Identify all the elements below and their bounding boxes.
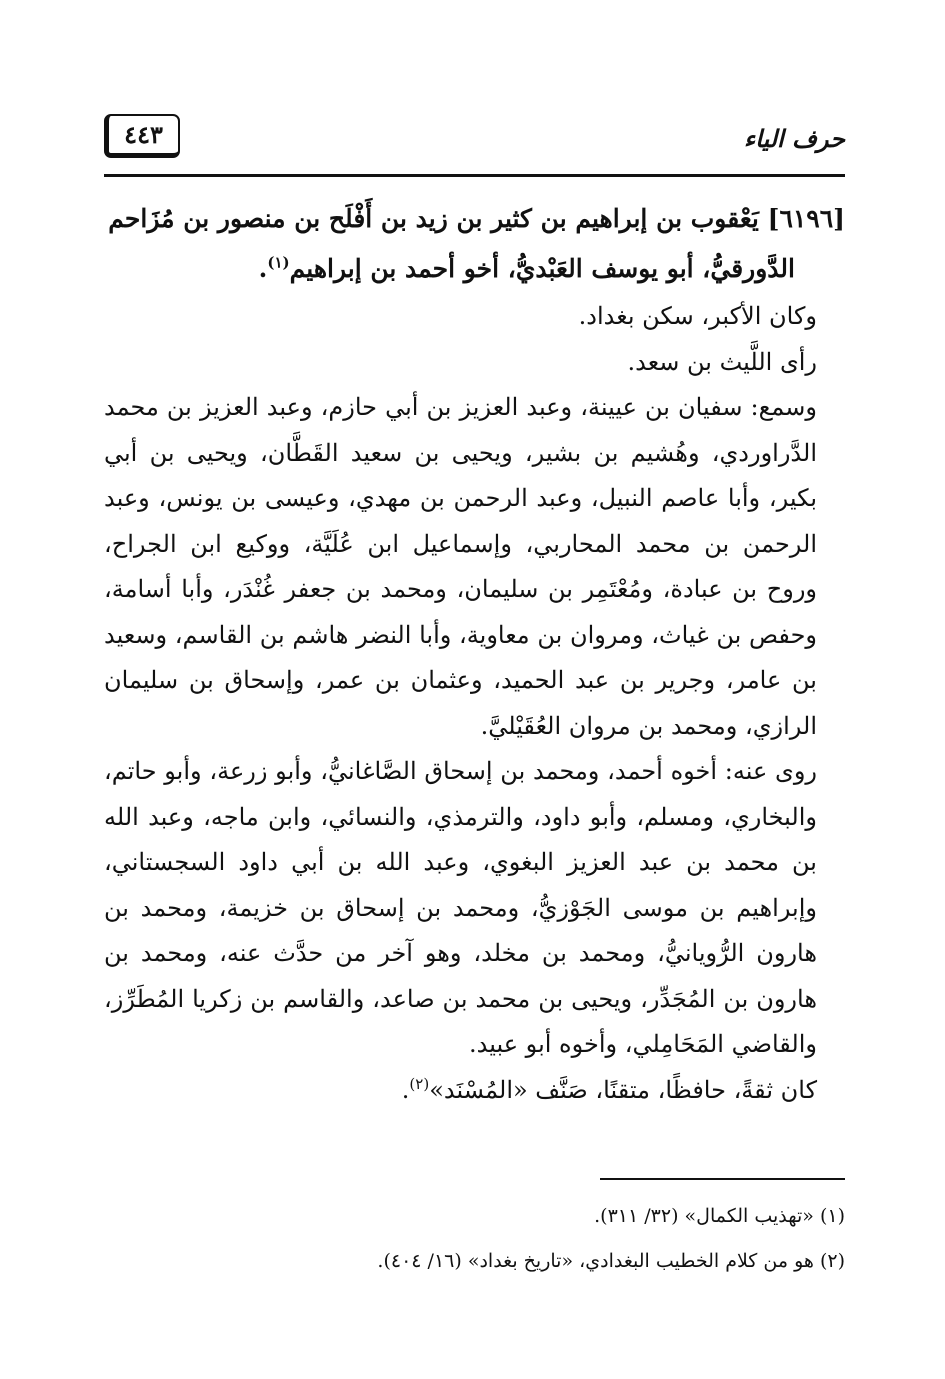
footnote-mark-1: (١) — [267, 253, 290, 272]
main-text — [104, 194, 845, 1113]
paragraph-verdict — [104, 1068, 845, 1114]
footnote-1: (١) «تهذيب الكمال» (٣٢/ ٣١١). — [594, 1205, 845, 1227]
entry-heading-line1 — [104, 194, 845, 244]
footnote-rule — [600, 1178, 845, 1180]
entry-name-line2: الدَّورقيُّ، أبو يوسف العَبْديُّ، أخو أحمد بن إبراهيم — [289, 254, 795, 283]
paragraph-heard-from: وسمع: سفيان بن عيينة، وعبد العزيز بن أبي حازم، وعبد العزيز بن محمد الدَّراوردي، وهُشيم بن بشير، ويحيى بن سعيد القَطَّان، ويحيى بن أبي بكير، وأبا عاصم النبيل، وعبد الرحمن بن مهدي، وعيسى بن يونس، وعبد الرحمن بن محمد المحاربي، وإسماعيل ابن عُلَيَّة، ووكيع ابن الجراح، وروح بن عبادة، ومُعْتَمِر بن سليمان، ومحمد بن جعفر غُنْدَر، وأبا أسامة، وحفص بن غياث، ومروان بن معاوية، وأبا النضر هاشم بن القاسم، وسعيد بن عامر، وجرير بن عبد الحميد، وعثمان بن عمر، وإسحاق بن سليمان الرازي، ومحمد بن مروان العُقَيْليَّ. — [104, 393, 818, 740]
entry-heading-line2 — [104, 244, 845, 294]
verdict-end: . — [401, 1075, 410, 1104]
footnotes — [104, 1194, 845, 1284]
verdict-text: كان ثقةً، حافظًا، متقنًا، صَنَّف «المُسْنَد» — [429, 1075, 817, 1104]
entry-number: [٦١٩٦] — [767, 204, 845, 233]
paragraph-residence: وكان الأكبر، سكن بغداد. — [578, 302, 817, 330]
running-title: حرف الياء — [743, 124, 845, 153]
entry-heading-end: . — [258, 254, 268, 283]
paragraph-narrated-by: روى عنه: أخوه أحمد، ومحمد بن إسحاق الصَّاغانيُّ، وأبو زرعة، وأبو حاتم، والبخاري، ومسلم، وأبو داود، والترمذي، والنسائي، وابن ماجه، وعبد الله بن محمد بن عبد العزيز البغوي، وعبد الله بن أبي داود السجستاني، وإبراهيم بن موسى الجَوْزيُّ، ومحمد بن إسحاق بن خزيمة، ومحمد بن هارون الرُّويانيُّ، ومحمد بن مخلد، وهو آخر من حدَّث عنه، ومحمد بن هارون بن المُجَدِّر، ويحيى بن محمد بن صاعد، والقاسم بن زكريا المُطَرِّز، والقاضي المَحَامِلي، وأخوه أبو عبيد. — [104, 757, 817, 1058]
footnote-mark-2: (٢) — [409, 1074, 430, 1093]
footnote-2: (٢) هو من كلام الخطيب البغدادي، «تاريخ بغداد» (١٦/ ٤٠٤). — [377, 1250, 845, 1272]
entry-name-line1: يَعْقوب بن إبراهيم بن كثير بن زيد بن أَفْلَح بن منصور بن مُزَاحم — [108, 204, 759, 233]
page-number: ٤٤٣ — [124, 120, 163, 149]
paragraph-saw: رأى اللَّيث بن سعد. — [627, 347, 817, 376]
header-rule — [104, 174, 845, 177]
page-number-box — [104, 114, 180, 158]
page-header — [104, 110, 845, 162]
